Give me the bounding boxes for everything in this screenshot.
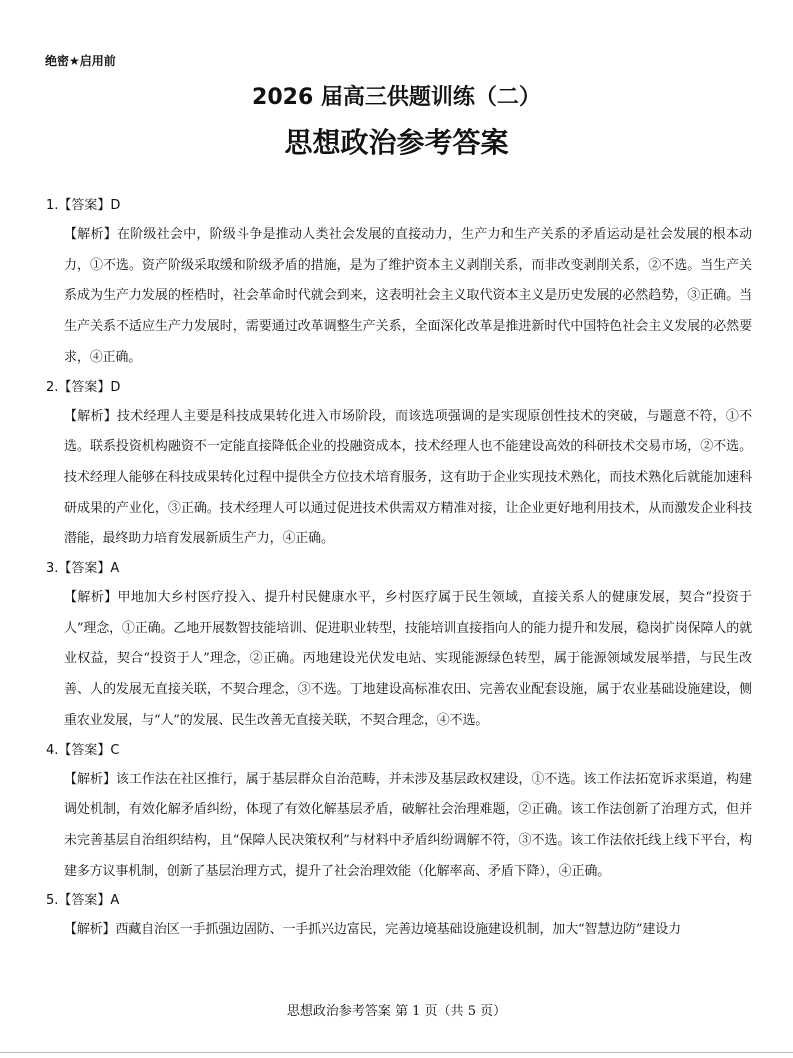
question-4 — [46, 739, 752, 888]
document-title: 思想政治参考答案 — [284, 126, 509, 159]
question-2 — [46, 376, 752, 556]
answer-line: 1.【答案】D — [46, 198, 121, 213]
question-3 — [46, 557, 752, 737]
analysis-paragraph: 【解析】技术经理人主要是科技成果转化进入市场阶段，而该选项强调的是实现原创性技术的突破，与题意不符，①不选。联系投资机构融资不一定能直接降低企业的投融资成本，技术经理人也不能建设高效的科研技术交易市场，②不选。技术经理人能够在科技成果转化过程中提供全方位技术培育服务，这有助于企业实现技术熟化，而技术熟化后就能加速科研成果的产业化，③正确。技术经理人可以通过促进技术供需双方精准对接，让企业更好地利用技术，从而激发企业科技潜能，最终助力培育发展新质生产力，④正确。 — [64, 408, 752, 547]
answer-line: 5.【答案】A — [46, 893, 120, 909]
question-5 — [46, 889, 752, 946]
analysis-paragraph: 【解析】该工作法在社区推行，属于基层群众自治范畴，并未涉及基层政权建设，①不选。该工作法拓宽诉求渠道，构建调处机制，有效化解矛盾纠纷，体现了有效化解基层矛盾，破解社会治理难题，②正确。该工作法创新了治理方式，但并未完善基层自治组织结构，且“保障人民决策权利”与材料中矛盾纠纷调解不符，③不选。该工作法依托线上线下平台，构建多方议事机制，创新了基层治理方式，提升了社会治理效能（化解率高、矛盾下降），④正确。 — [64, 771, 752, 879]
question-1 — [46, 194, 752, 374]
answer-line: 3.【答案】A — [46, 561, 120, 577]
page-footer: 思想政治参考答案 第 1 页（共 5 页） — [286, 1004, 507, 1019]
analysis-paragraph: 【解析】西藏自治区一手抓强边固防、一手抓兴边富民，完善边境基础设施建设机制，加大“智慧边防”建设力 — [64, 922, 681, 938]
answer-line: 4.【答案】C — [46, 742, 120, 758]
confidential-label: 绝密★启用前 — [45, 54, 116, 68]
answer-line: 2.【答案】D — [46, 379, 121, 395]
answer-list — [46, 194, 752, 948]
bottom-divider — [0, 1052, 793, 1053]
analysis-paragraph: 【解析】甲地加大乡村医疗投入、提升村民健康水平，乡村医疗属于民生领域，直接关系人的健康发展，契合“投资于人”理念，①正确。乙地开展数智技能培训、促进职业转型，技能培训直接指向人的能力提升和发展，稳岗扩岗保障人的就业权益，契合“投资于人”理念，②正确。丙地建设光伏发电站、实现能源绿色转型，属于能源领域发展举措，与民生改善、人的发展无直接关联，不契合理念，③不选。丁地建设高标准农田、完善农业配套设施，属于农业基础设施建设，侧重农业发展，与“人”的发展、民生改善无直接关联，不契合理念，④不选。 — [64, 590, 752, 728]
analysis-paragraph: 【解析】在阶级社会中，阶级斗争是推动人类社会发展的直接动力，生产力和生产关系的矛盾运动是社会发展的根本动力，①不选。资产阶级采取缓和阶级矛盾的措施，是为了维护资本主义剥削关系，而非改变剥削关系，②不选。当生产关系成为生产力发展的桎梏时，社会革命时代就会到来，这表明社会主义取代资本主义是历史发展的必然趋势，③正确。当生产关系不适应生产力发展时，需要通过改革调整生产关系，全面深化改革是推进新时代中国特色社会主义发展的必然要求，④正确。 — [64, 227, 752, 365]
exam-title: 2026 届高三供题训练（二） — [252, 85, 541, 110]
